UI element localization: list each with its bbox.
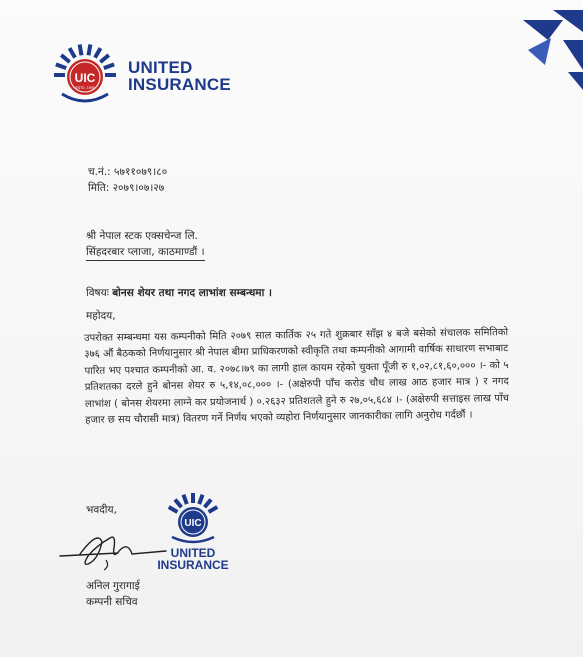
salutation: महोदय, bbox=[86, 310, 116, 322]
subject-line bbox=[86, 286, 272, 300]
stamp-text bbox=[148, 547, 238, 571]
logo-text: UIC bbox=[74, 71, 96, 85]
reference-block bbox=[88, 164, 167, 196]
signatory-block bbox=[86, 578, 140, 610]
svg-text:UIC: UIC bbox=[184, 518, 202, 529]
signatory-title: कम्पनी सचिव bbox=[86, 596, 138, 608]
company-logo bbox=[52, 42, 242, 106]
company-stamp bbox=[148, 491, 238, 576]
letter-date: मिति: २०७९।०७।२७ bbox=[88, 182, 165, 194]
brand-name bbox=[128, 59, 231, 93]
brand-line2: INSURANCE bbox=[128, 75, 231, 94]
brand-line1: UNITED bbox=[128, 58, 193, 77]
subject-label: विषयः bbox=[86, 287, 109, 299]
recipient-address: सिंहदरबार प्लाजा, काठमाण्डौं । bbox=[86, 244, 205, 261]
stamp-line1: UNITED bbox=[170, 546, 216, 560]
letter-body: उपरोक्त सम्बन्धमा यस कम्पनीको मिति २०७९ साल कार्तिक २५ गते शुक्रबार साँझ ४ बजे बसेको संचालक समितिको ३७६ औं बैठकको निर्णयानुसार श्री नेपाल बीमा प्राधिकरणको स्वीकृति तथा कम्पनीको आगामी वार्षिक साधारण सभाबाट पारित भए पश्चात कम्पनीको आ. व. २०७८।७९ का लागी हाल कायम रहेको चुक्ता पूँजी रु १,०२,८१,६०,००० ।- को ५ प्रतिशतका दरले हुने बोनस शेयर रु ५,१४,०८,००० ।- (अक्षेरुपी पाँच करोड चौध लाख आठ हजार मात्र ) र नगद लाभांश ( बोनस शेयरमा लाग्ने कर प्रयोजनार्थ ) ०.२६३२ प्रतिशतले हुने रु २७,०५,६८४ ।- (अक्षेरुपी सत्ताइस लाख पाँच हजार छ सय चौरासी मात्र) वितरण गर्ने निर्णय भएको व्यहोरा निर्णयानुसार जानकारीका लागि अनुरोध गर्दछौं । bbox=[84, 327, 510, 427]
corner-decoration bbox=[523, 10, 583, 90]
subject-text: बोनस शेयर तथा नगद लाभांश सम्बन्धमा । bbox=[112, 287, 272, 299]
signatory-name: अनिल गुरागाई bbox=[86, 580, 140, 592]
uic-emblem-icon bbox=[52, 42, 118, 108]
recipient-block bbox=[86, 228, 205, 261]
reference-number: च.नं.: ५७११०७९।८० bbox=[88, 166, 168, 178]
stamp-emblem-icon bbox=[160, 491, 226, 547]
recipient-name: श्री नेपाल स्टक एक्सचेन्ज लि. bbox=[86, 230, 198, 242]
stamp-line2: INSURANCE bbox=[157, 558, 229, 572]
closing: भवदीय, bbox=[86, 504, 117, 516]
logo-year: ESTD. 1993 bbox=[75, 86, 95, 90]
